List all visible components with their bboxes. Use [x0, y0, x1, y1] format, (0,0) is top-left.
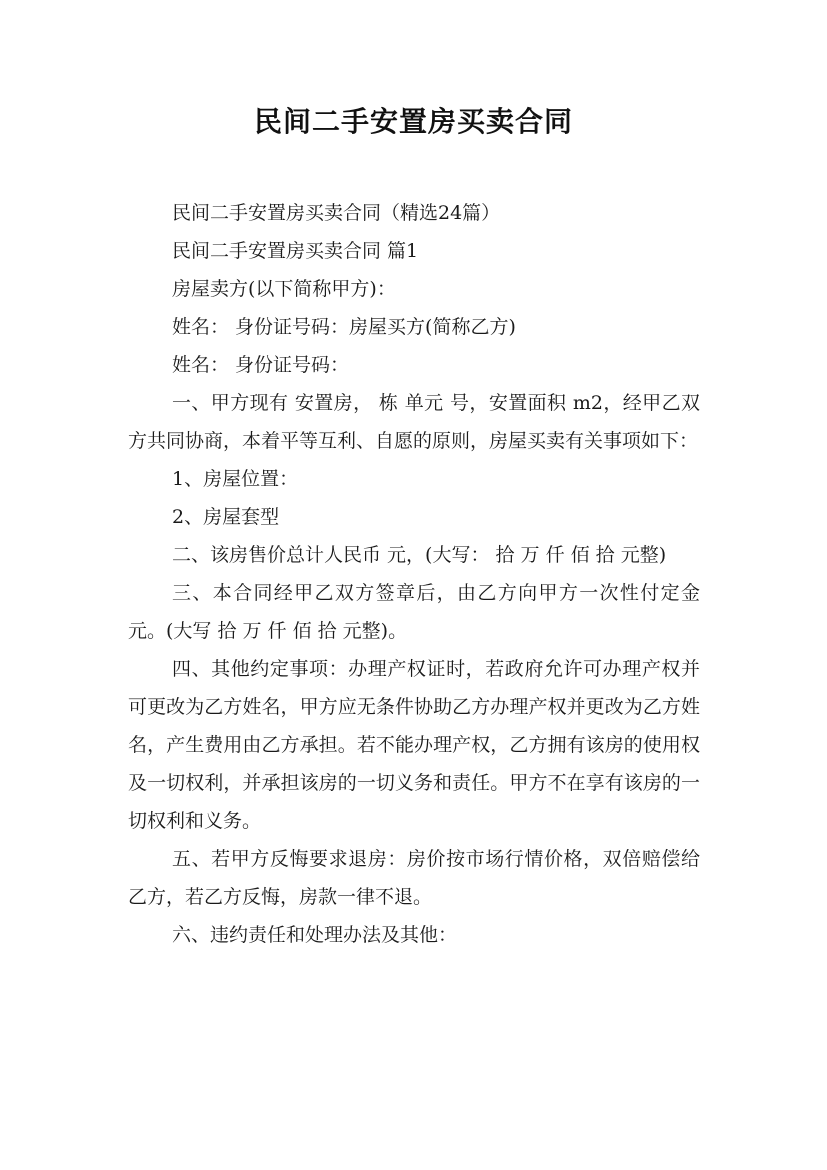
- paragraph-clause-6: 六、违约责任和处理办法及其他：: [172, 924, 458, 946]
- paragraph-clause-3: 三、本合同经甲乙双方签章后，由乙方向甲方一次性付定金 元。(大写 拾 万 仟 佰 拾 元整)。: [128, 582, 700, 642]
- document-title: 民间二手安置房买卖合同: [253, 105, 573, 138]
- document-body: [128, 194, 700, 954]
- paragraph-clause-1: 一、甲方现有 安置房， 栋 单元 号，安置面积 m2，经甲乙双方共同协商，本着平等互利、自愿的原则，房屋买卖有关事项如下：: [128, 392, 700, 452]
- paragraph-subtitle: 民间二手安置房买卖合同（精选24篇）: [172, 202, 501, 224]
- paragraph-clause-5: 五、若甲方反悔要求退房：房价按市场行情价格，双倍赔偿给乙方，若乙方反悔，房款一律不退。: [128, 848, 700, 908]
- paragraph-house-type: 2、房屋套型: [172, 506, 280, 528]
- paragraph-clause-2: 二、该房售价总计人民币 元，(大写： 拾 万 仟 佰 拾 元整): [172, 544, 667, 566]
- paragraph-house-location: 1、房屋位置：: [172, 468, 299, 490]
- paragraph-seller-name-id: 姓名： 身份证号码：房屋买方(简称乙方): [172, 316, 516, 338]
- paragraph-chapter-heading: 民间二手安置房买卖合同 篇1: [172, 240, 419, 262]
- paragraph-buyer-name-id: 姓名： 身份证号码：: [172, 354, 350, 376]
- paragraph-clause-4: 四、其他约定事项：办理产权证时，若政府允许可办理产权并可更改为乙方姓名，甲方应无条件协助乙方办理产权并更改为乙方姓名，产生费用由乙方承担。若不能办理产权，乙方拥有该房的使用权及一切权利，并承担该房的一切义务和责任。甲方不在享有该房的一切权利和义务。: [128, 658, 700, 832]
- paragraph-seller-label: 房屋卖方(以下简称甲方)：: [172, 278, 396, 300]
